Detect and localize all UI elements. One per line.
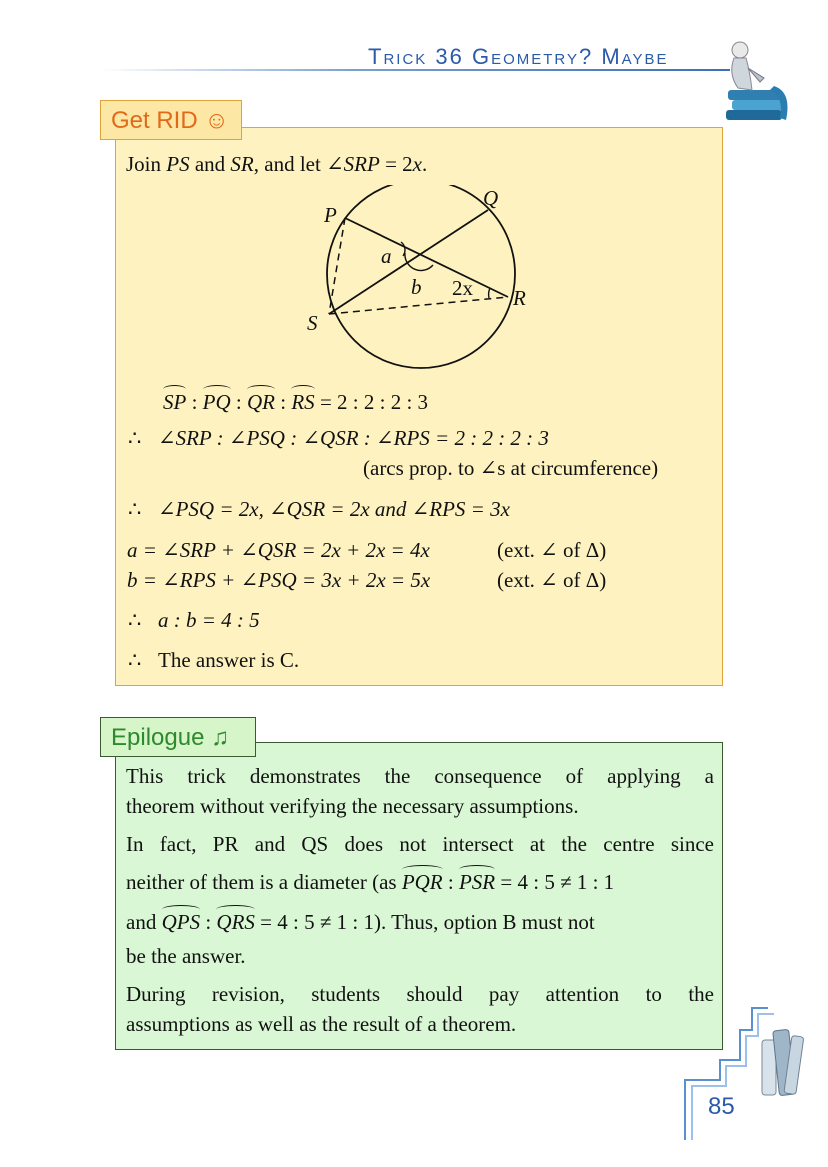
arc-ratio (163, 390, 428, 415)
intro-eq: = 2 (379, 152, 413, 176)
b-reason: (ext. ∠ of Δ) (497, 568, 607, 592)
header-rule (100, 69, 730, 71)
intro-angle: ∠SRP (326, 152, 380, 176)
label-q: Q (483, 186, 499, 210)
label-2x: 2x (452, 276, 473, 300)
angles-found: ∠PSQ = 2x, ∠QSR = 2x and ∠RPS = 3x (158, 497, 510, 521)
epilogue-p2-line4: be the answer. (126, 944, 246, 968)
ratio-ab: a : b = 4 : 5 (158, 608, 260, 632)
p2-ratio: = 4 : 5 ≠ 1 : 1 (495, 870, 615, 894)
b-equation: b = ∠RPS + ∠PSQ = 3x + 2x = 5x (127, 568, 431, 592)
page-number: 85 (708, 1093, 735, 1120)
epilogue-p3-line1: During revision, students should pay attention to the (126, 982, 714, 1006)
arc-pq: PQ (202, 390, 231, 414)
epilogue-p1-line2: theorem without verifying the necessary assumptions. (126, 794, 579, 818)
epilogue-p3-line2: assumptions as well as the result of a theorem. (126, 1012, 517, 1036)
angle-ratio: ∠SRP : ∠PSQ : ∠QSR : ∠RPS = 2 : 2 : 2 : 3 (158, 426, 549, 450)
circle-diagram (300, 185, 540, 385)
arc-qr: QR (247, 390, 276, 414)
stair-books-decoration (680, 1000, 810, 1150)
label-s: S (307, 311, 318, 335)
arc-qrs: QRS (216, 910, 255, 934)
angle-ratio-reason: (arcs prop. to ∠s at circumference) (363, 456, 659, 480)
get-rid-tab: Get RID ☺ (100, 100, 242, 140)
chapter-title: Trick 36 Geometry? Maybe (368, 44, 669, 69)
p2-colon: : (442, 870, 459, 894)
arc-rhs: = 2 : 2 : 2 : 3 (314, 390, 429, 414)
arc-pqr: PQR (401, 870, 443, 894)
epilogue-p1-line1: This trick demonstrates the consequence of applying a (126, 764, 714, 788)
arc-rs: RS (291, 390, 315, 414)
label-b: b (411, 275, 422, 299)
epilogue-p2-line3 (126, 910, 595, 935)
label-r: R (513, 286, 526, 310)
reader-on-books-icon (722, 38, 794, 124)
intro-text: Join (126, 152, 167, 176)
arc-sep: : (275, 390, 292, 414)
books-icon (762, 1029, 804, 1095)
arc-sep: : (186, 390, 203, 414)
arc-sep: : (230, 390, 248, 414)
therefore-symbol: ∴ (128, 497, 142, 521)
a-equation: a = ∠SRP + ∠QSR = 2x + 2x = 4x (127, 538, 430, 562)
chord-pr (345, 218, 508, 297)
p2-thus: = 4 : 5 ≠ 1 : 1). Thus, option B must not (254, 910, 595, 934)
angle-2x-arc (489, 288, 490, 298)
label-a: a (381, 244, 392, 268)
p2-and: and (126, 910, 162, 934)
p2-text: neither of them is a diameter (as (126, 870, 402, 894)
arc-sp: SP (163, 390, 187, 414)
therefore-symbol: ∴ (128, 648, 142, 672)
label-p: P (324, 203, 337, 227)
intro-ps: PS (166, 152, 190, 176)
intro-x: x (412, 152, 422, 176)
epilogue-p2-line2 (126, 870, 714, 895)
intro-and: and (189, 152, 231, 176)
therefore-symbol: ∴ (128, 608, 142, 632)
intro-let: , and let (253, 152, 327, 176)
answer: The answer is C. (158, 648, 300, 672)
dashed-sr (329, 297, 508, 314)
epilogue-p2-line1: In fact, PR and QS does not intersect at the centre since (126, 832, 714, 856)
intro-sr: SR (230, 152, 254, 176)
arc-qps: QPS (161, 910, 201, 934)
p2-colon: : (200, 910, 217, 934)
solution-intro (126, 152, 427, 177)
intro-end: . (422, 152, 428, 176)
arc-psr: PSR (458, 870, 496, 894)
a-reason: (ext. ∠ of Δ) (497, 538, 607, 562)
therefore-symbol: ∴ (128, 426, 142, 450)
epilogue-tab: Epilogue ♫ (100, 717, 256, 757)
